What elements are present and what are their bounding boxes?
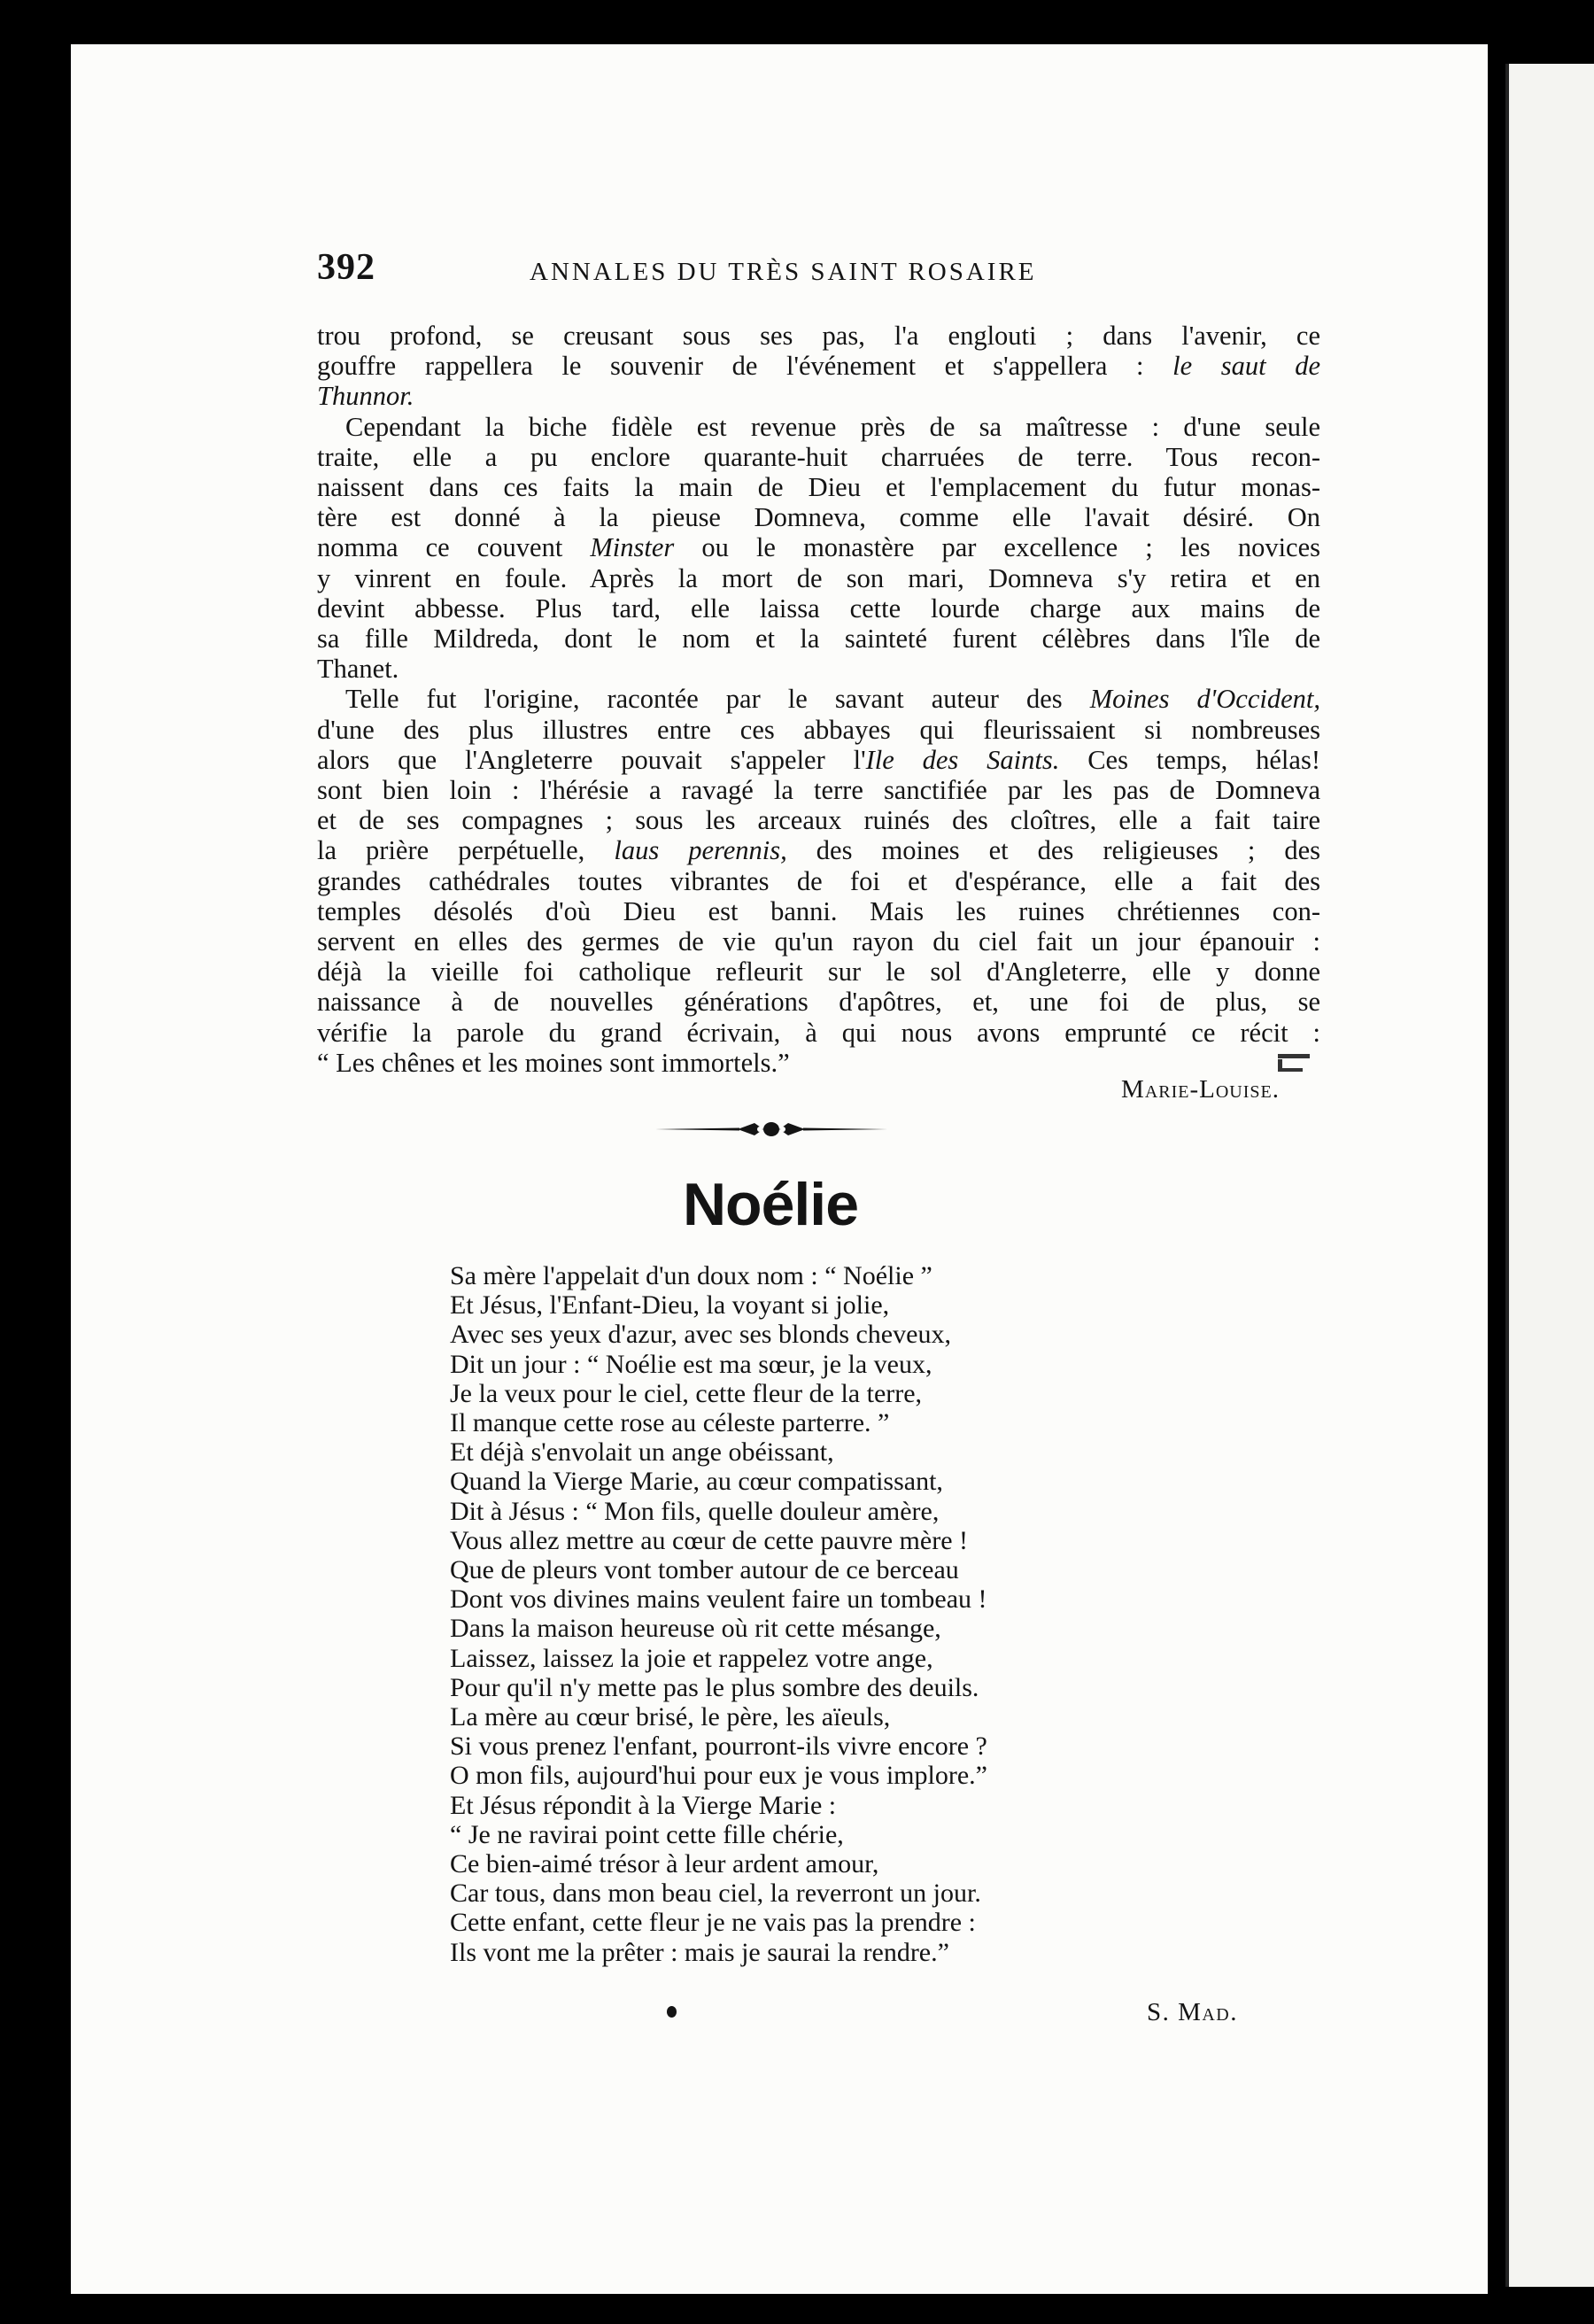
adjacent-page-edge	[1505, 64, 1594, 2287]
poem-body	[450, 1261, 1158, 1967]
text-run: grandes cathédrales toutes vibrantes de foi et d'espérance, elle a fait des	[317, 865, 1320, 896]
text-run: y vinrent en foule. Après la mort de son mari, Domneva s'y retira et en	[317, 562, 1320, 593]
italic-text: Ile des Saints.	[865, 744, 1060, 775]
article-signature-text: Marie-Louise.	[1121, 1075, 1280, 1104]
ink-speck	[1278, 1054, 1310, 1058]
poem-line: Pour qu'il n'y mette pas le plus sombre des deuils.	[450, 1672, 979, 1702]
poem-line: Et Jésus, l'Enfant-Dieu, la voyant si jolie,	[450, 1290, 890, 1321]
text-line	[317, 502, 1320, 532]
poem-line: Je la veux pour le ciel, cette fleur de la terre,	[450, 1378, 923, 1408]
text-line	[317, 321, 1320, 351]
text-run: alors que l'Angleterre pouvait s'appeler l'	[317, 744, 866, 775]
text-line	[317, 684, 1320, 714]
section-divider-ornament	[655, 1118, 887, 1141]
text-run: servent en elles des germes de vie qu'un rayon du ciel fait un jour épanouir :	[317, 926, 1320, 957]
italic-text: Thunnor.	[317, 381, 414, 412]
italic-text: Moines d'Occident,	[1089, 684, 1320, 715]
poem-line: “ Je ne ravirai point cette fille chérie,	[450, 1819, 844, 1849]
text-run: nomma ce couvent	[317, 532, 591, 563]
text-line	[317, 532, 1320, 562]
text-line	[317, 472, 1320, 502]
text-line	[317, 442, 1320, 472]
text-run: Ces temps, hélas!	[1059, 744, 1320, 775]
text-run: temples désolés d'où Dieu est banni. Mais les ruines chrétiennes con-	[317, 895, 1320, 926]
text-run: et de ses compagnes ; sous les arceaux ruinés des cloîtres, elle a fait taire	[317, 805, 1320, 836]
text-run: gouffre rappellera le souvenir de l'événement et s'appellera :	[317, 351, 1173, 382]
text-line	[317, 715, 1320, 745]
text-line	[317, 987, 1320, 1017]
poem-line: Dont vos divines mains veulent faire un tombeau !	[450, 1584, 987, 1615]
text-line	[317, 866, 1320, 896]
poem-line: Et Jésus répondit à la Vierge Marie :	[450, 1790, 837, 1820]
text-line	[317, 412, 1320, 442]
text-run: naissent dans ces faits la main de Dieu et l'emplacement du futur monas-	[317, 472, 1320, 503]
article-signature	[1001, 1075, 1280, 1104]
poem-line: Ce bien-aimé trésor à leur ardent amour,	[450, 1849, 879, 1879]
text-run: déjà la vieille foi catholique refleurit sur le sol d'Angleterre, elle y donne	[317, 957, 1320, 988]
stray-ink-dot	[667, 2006, 677, 2018]
text-line	[317, 624, 1320, 654]
poem-line: Car tous, dans mon beau ciel, la reverront un jour.	[450, 1879, 981, 1909]
text-run: sont bien loin : l'hérésie a ravagé la terre sanctifiée par les pas de Domneva	[317, 775, 1320, 806]
text-run: la prière perpétuelle,	[317, 835, 615, 866]
page-number: 392	[317, 247, 375, 288]
text-line	[317, 805, 1320, 835]
text-run: vérifie la parole du grand écrivain, à qui nous avons emprunté ce récit :	[317, 1017, 1320, 1048]
text-line	[317, 896, 1320, 926]
italic-text: le saut de	[1172, 351, 1320, 382]
poem-line: Ils vont me la prêter : mais je saurai la rendre.”	[450, 1937, 949, 1967]
poem-line: Dit à Jésus : “ Mon fils, quelle douleur amère,	[450, 1496, 940, 1526]
poem-line: Si vous prenez l'enfant, pourront-ils vivre encore ?	[450, 1731, 987, 1762]
text-run: “ Les chênes et les moines sont immortels.”	[317, 1047, 790, 1078]
text-line	[317, 1018, 1320, 1048]
text-line	[317, 563, 1320, 593]
poem-line: Cette enfant, cette fleur je ne vais pas la prendre :	[450, 1908, 976, 1938]
ink-speck	[1278, 1068, 1303, 1072]
text-line	[317, 745, 1320, 775]
text-run: traite, elle a pu enclore quarante-huit charruées de terre. Tous recon-	[317, 441, 1320, 472]
poem-line: Dit un jour : “ Noélie est ma sœur, je la veux,	[450, 1349, 932, 1379]
text-run: d'une des plus illustres entre ces abbayes qui fleurissaient si nombreuses	[317, 714, 1320, 745]
poem-line: Vous allez mettre au cœur de cette pauvre mère !	[450, 1525, 968, 1555]
poem-author	[1070, 1998, 1238, 2027]
article-text	[317, 321, 1320, 1078]
text-line	[317, 381, 1320, 411]
poem-line: La mère au cœur brisé, le père, les aïeuls,	[450, 1702, 891, 1732]
text-line	[317, 835, 1320, 865]
poem-author-text: S. Mad.	[1146, 1998, 1238, 2026]
text-run: Cependant la biche fidèle est revenue près de sa maîtresse : d'une seule	[345, 411, 1320, 442]
poem-line: Et déjà s'envolait un ange obéissant,	[450, 1437, 834, 1468]
text-run: des moines et des religieuses ; des	[786, 835, 1321, 866]
poem-line: Laissez, laissez la joie et rappelez votre ange,	[450, 1643, 933, 1673]
poem-line: Dans la maison heureuse où rit cette mésange,	[450, 1614, 941, 1644]
text-run: devint abbesse. Plus tard, elle laissa cette lourde charge aux mains de	[317, 593, 1320, 624]
running-title: ANNALES DU TRÈS SAINT ROSAIRE	[530, 258, 1037, 286]
poem-line: Il manque cette rose au céleste parterre. ”	[450, 1408, 890, 1438]
italic-text: Minster	[590, 532, 675, 563]
text-line	[317, 775, 1320, 805]
poem-line: O mon fils, aujourd'hui pour eux je vous implore.”	[450, 1761, 987, 1791]
poem-line: Avec ses yeux d'azur, avec ses blonds cheveux,	[450, 1320, 951, 1350]
poem-title: Noélie	[682, 1171, 859, 1238]
text-line	[317, 654, 1320, 684]
text-line	[317, 593, 1320, 624]
text-run: ou le monastère par excellence ; les novices	[674, 532, 1320, 563]
text-run: tère est donné à la pieuse Domneva, comme elle l'avait désiré. On	[317, 502, 1320, 533]
text-line	[317, 351, 1320, 381]
italic-text: laus perennis,	[614, 835, 787, 866]
text-run: naissance à de nouvelles générations d'apôtres, et, une foi de plus, se	[317, 987, 1320, 1018]
text-line	[317, 1048, 1320, 1078]
text-run: Telle fut l'origine, racontée par le savant auteur des	[345, 684, 1090, 715]
text-run: sa fille Mildreda, dont le nom et la sainteté furent célèbres dans l'île de	[317, 624, 1320, 655]
poem-line: Sa mère l'appelait d'un doux nom : “ Noélie ”	[450, 1261, 932, 1290]
running-head	[317, 246, 1118, 299]
text-line	[317, 957, 1320, 987]
text-run: trou profond, se creusant sous ses pas, l'a englouti ; dans l'avenir, ce	[317, 321, 1320, 351]
text-line	[317, 926, 1320, 957]
text-run: Thanet.	[317, 654, 399, 685]
poem-line: Que de pleurs vont tomber autour de ce berceau	[450, 1555, 959, 1585]
poem-line: Quand la Vierge Marie, au cœur compatissant,	[450, 1467, 943, 1497]
